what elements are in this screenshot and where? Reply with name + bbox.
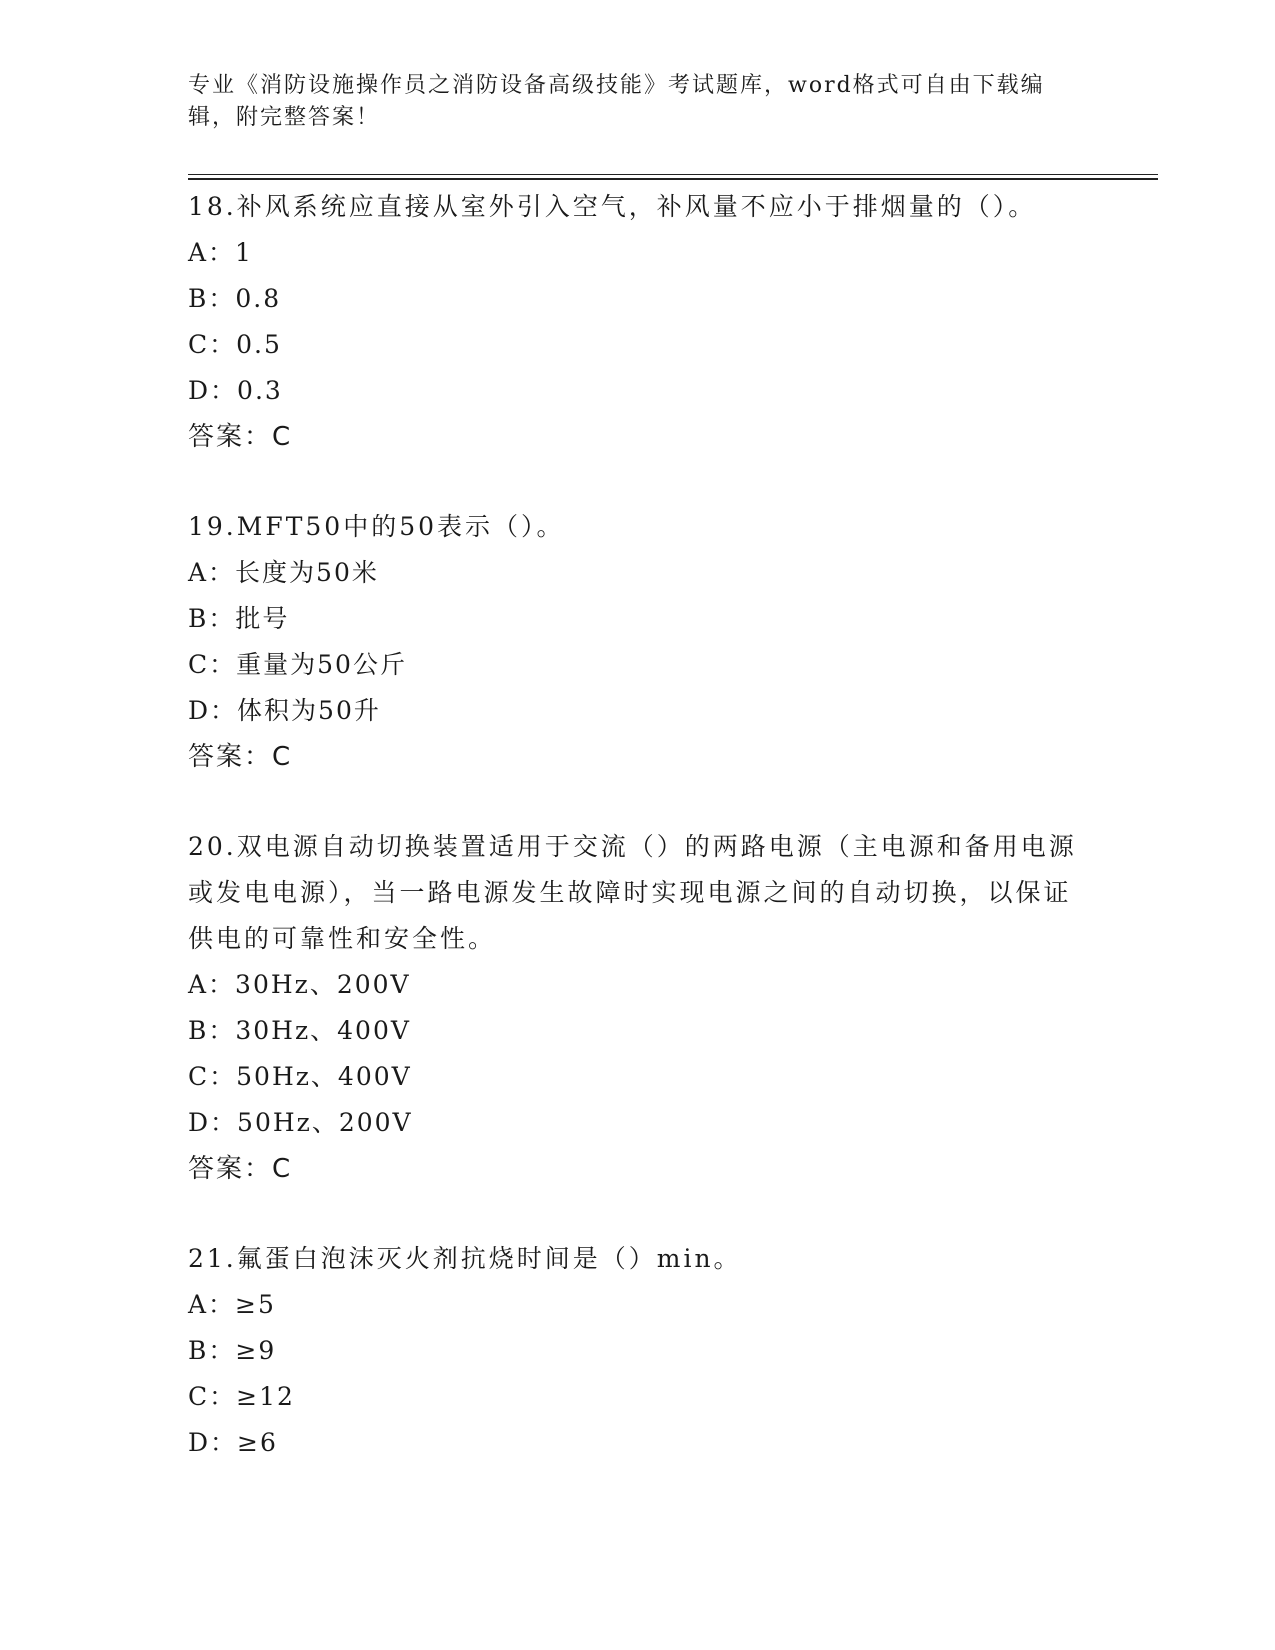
question-19 xyxy=(188,504,1158,780)
option-b: B：批号 xyxy=(188,604,290,633)
option-c: C：0.5 xyxy=(188,330,282,359)
answer-text: 答案：C xyxy=(188,1154,293,1184)
option-c: C：50Hz、400V xyxy=(188,1062,412,1091)
option-a: A：1 xyxy=(188,238,253,267)
answer-text: 答案：C xyxy=(188,422,293,452)
option-c: C：重量为50公斤 xyxy=(188,650,407,679)
option-b: B：30Hz、400V xyxy=(188,1016,411,1045)
option-d: D：体积为50升 xyxy=(188,696,381,725)
option-b: B：≥9 xyxy=(188,1336,277,1365)
option-d: D：≥6 xyxy=(188,1428,278,1457)
question-text: 19.MFT50中的50表示（）。 xyxy=(188,512,565,541)
option-d: D：0.3 xyxy=(188,376,283,405)
option-c: C：≥12 xyxy=(188,1382,295,1411)
spacer xyxy=(188,780,1158,824)
question-18 xyxy=(188,184,1158,460)
answer-text: 答案：C xyxy=(188,742,293,772)
header-divider xyxy=(188,174,1158,180)
spacer xyxy=(188,460,1158,504)
question-21 xyxy=(188,1236,1158,1466)
document-header: 专业《消防设施操作员之消防设备高级技能》考试题库，word格式可自由下载编辑，附完整答案！ xyxy=(188,73,1045,130)
option-b: B：0.8 xyxy=(188,284,282,313)
option-a: A：≥5 xyxy=(188,1290,276,1319)
option-a: A：长度为50米 xyxy=(188,558,379,587)
document-page xyxy=(188,70,1158,1466)
option-a: A：30Hz、200V xyxy=(188,970,411,999)
question-text: 20.双电源自动切换装置适用于交流（）的两路电源（主电源和备用电源或发电电源），当一路电源发生故障时实现电源之间的自动切换，以保证供电的可靠性和安全性。 xyxy=(188,832,1077,953)
question-20 xyxy=(188,824,1158,1192)
spacer xyxy=(188,1192,1158,1236)
question-text: 18.补风系统应直接从室外引入空气，补风量不应小于排烟量的（）。 xyxy=(188,192,1037,221)
option-d: D：50Hz、200V xyxy=(188,1108,413,1137)
question-text: 21.氟蛋白泡沫灭火剂抗烧时间是（）min。 xyxy=(188,1244,742,1273)
